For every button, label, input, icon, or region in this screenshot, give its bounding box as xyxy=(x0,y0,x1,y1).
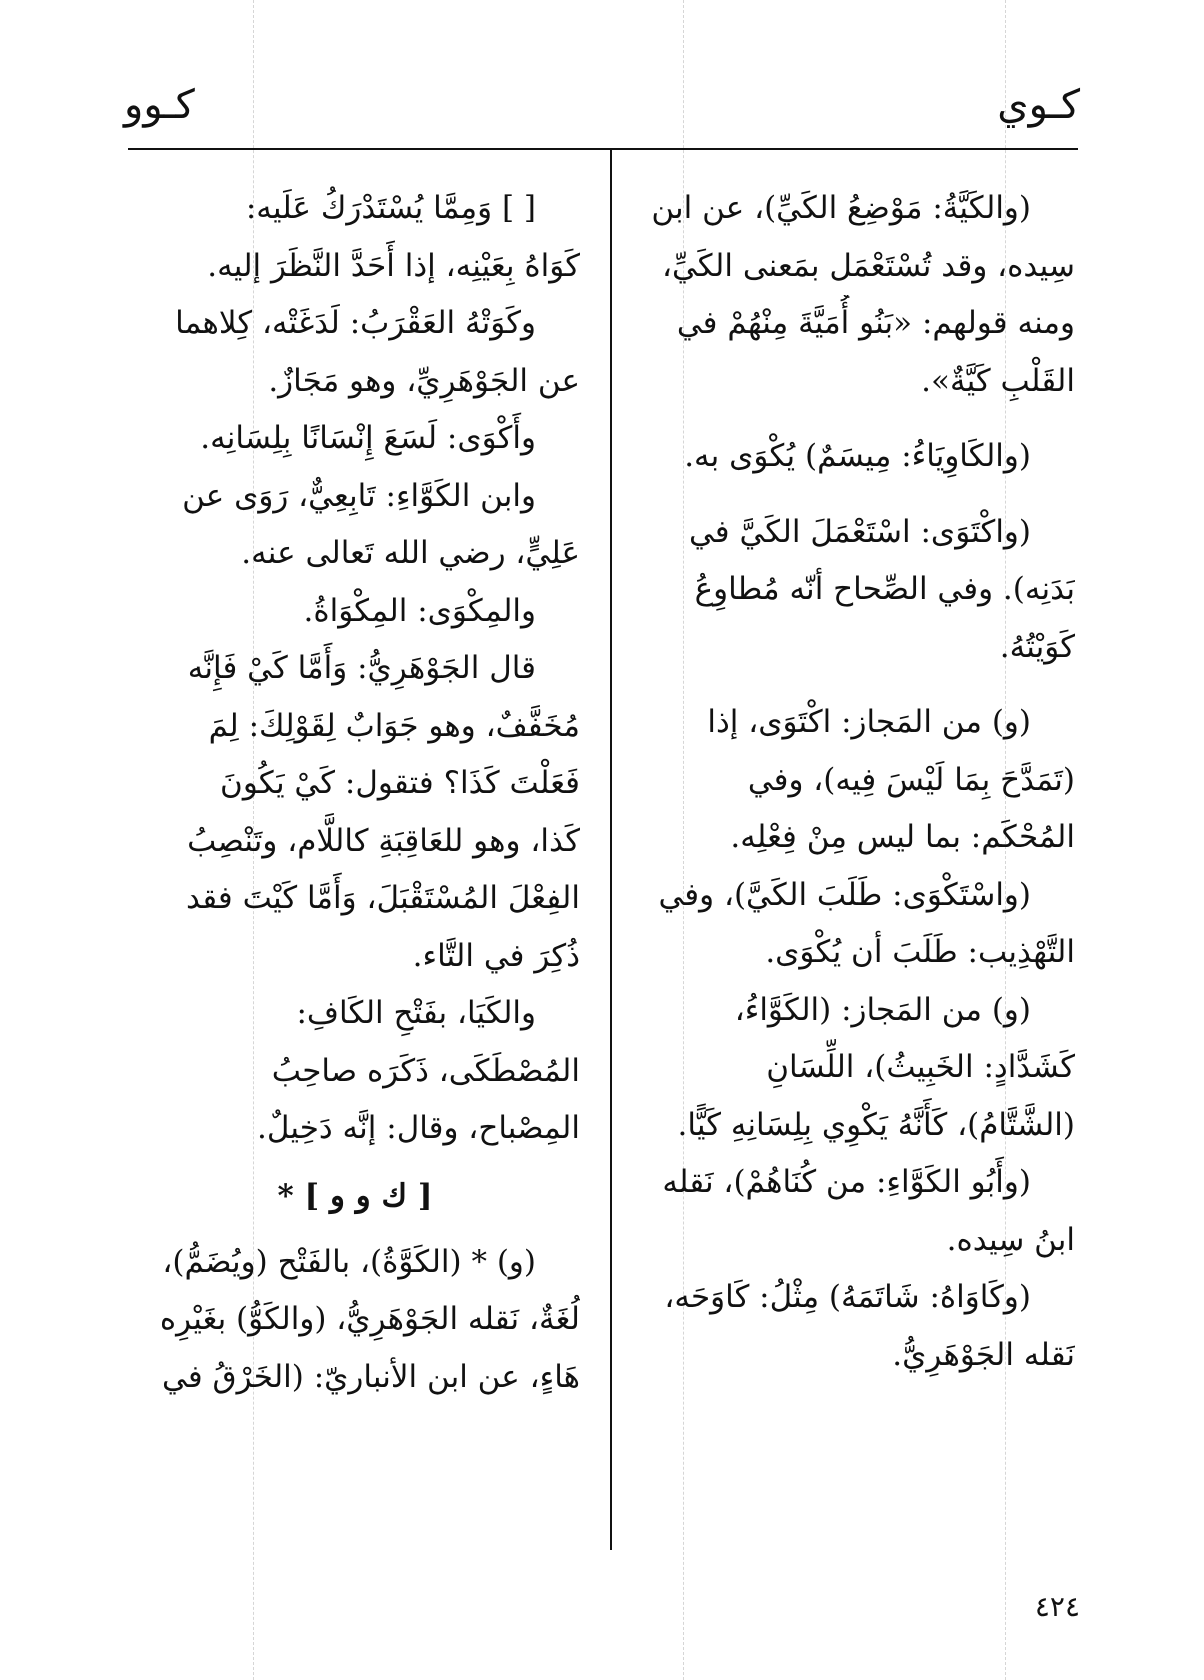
text-line: (واكْتَوَى: اسْتَعْمَلَ الكَيَّ في xyxy=(688,513,1031,550)
running-header-right: كـوي xyxy=(997,82,1080,128)
text-line: والكَيَا، بفَتْحِ الكَافِ: xyxy=(296,995,536,1031)
text-line: بَدَنِه). وفي الصِّحاح أنّه مُطاوِعُ xyxy=(694,571,1075,607)
text-line: هَاءٍ، عن ابن الأنباريّ: (الخَرْقُ في xyxy=(162,1358,580,1395)
text-line: ابنُ سِيده. xyxy=(946,1221,1075,1258)
text-line: (والكَيَّةُ: مَوْضِعُ الكَيِّ)، عن ابن xyxy=(651,190,1031,226)
header-rule xyxy=(128,148,1078,150)
text-line: لُغَةٌ، نَقله الجَوْهَرِيُّ، (والكَوُّ) بغَيْرِه xyxy=(159,1301,580,1337)
text-line: مُخَفَّفٌ، وهو جَوَابٌ لِقَوْلِكَ: لِمَ xyxy=(208,707,580,744)
text-line: (واسْتَكْوَى: طَلَبَ الكَيَّ)، وفي xyxy=(658,876,1031,913)
text-line: (وكَاوَاهُ: شَاتَمَهُ) مِثْلُ: كَاوَحَه، xyxy=(664,1279,1031,1315)
text-line: (تَمَدَّحَ بِمَا لَيْسَ فِيه)، وفي xyxy=(747,761,1075,798)
text-line: (و) * (الكَوَّةُ)، بالفَتْح (ويُضَمُّ)، xyxy=(162,1243,536,1280)
text-line: وأَكْوَى: لَسَعَ إِنْسَانًا بِلِسَانِه. xyxy=(200,420,536,456)
text-line: (و) من المَجاز: اكْتَوَى، إذا xyxy=(707,704,1031,740)
text-line: المُحْكَم: بما ليس مِنْ فِعْلِه. xyxy=(730,819,1075,855)
text-line: (و) من المَجاز: (الكَوَّاءُ، xyxy=(734,991,1031,1028)
entry-heading: [ ك و و ] * xyxy=(277,1177,433,1214)
text-line: (الشَّتَّامُ)، كَأَنَّهُ يَكْوِي بِلِسَانِهِ كَيًّا. xyxy=(677,1106,1075,1143)
text-line: ذُكِرَ في التَّاء. xyxy=(412,937,580,974)
text-line: عَلِيٍّ، رضي الله تَعالى عنه. xyxy=(241,535,580,571)
text-line: وكَوَتْهُ العَقْرَبُ: لَدَغَتْه، كِلاهما xyxy=(175,305,536,341)
page-number: ٤٢٤ xyxy=(1034,1590,1080,1623)
running-header-left: كـوو xyxy=(124,82,195,128)
right-column xyxy=(645,180,1075,1384)
text-line: (والكَاوِيَاءُ: مِيسَمٌ) يُكْوَى به. xyxy=(684,438,1031,474)
text-line: كَوَيْتُهُ. xyxy=(999,628,1075,665)
left-column xyxy=(130,180,580,1406)
text-line: (وأَبُو الكَوَّاءِ: من كُنَاهُمْ)، نَقله xyxy=(662,1164,1031,1200)
text-line: والمِكْوَى: المِكْوَاةُ. xyxy=(303,592,536,629)
text-line: كَوَاهُ بِعَيْنِه، إذا أَحَدَّ النَّظَرَ إليه. xyxy=(207,247,580,284)
text-line: نَقله الجَوْهَرِيُّ. xyxy=(892,1336,1075,1373)
text-line: التَّهْذِيب: طَلَبَ أن يُكْوَى. xyxy=(765,934,1075,970)
text-line: [ ] وَمِمَّا يُسْتَدْرَكُ عَلَيه: xyxy=(245,190,536,226)
text-line: قال الجَوْهَرِيُّ: وَأَمَّا كَيْ فَإِنَّه xyxy=(187,650,536,686)
column-divider xyxy=(610,150,612,1550)
text-line: القَلْبِ كَيَّةٌ». xyxy=(921,362,1075,399)
text-line: سِيده، وقد تُسْتَعْمَل بمَعنى الكَيِّ، xyxy=(661,247,1075,284)
text-line: المِصْباح، وقال: إنَّه دَخِيلٌ. xyxy=(257,1110,580,1146)
text-line: ومنه قولهم: «بَنُو أُمَيَّةَ مِنْهُمْ في xyxy=(676,305,1075,341)
text-line: الفِعْلَ المُسْتَقْبَلَ، وَأَمَّا كَيْتَ فقد xyxy=(185,880,580,916)
text-line: كَشَدَّادٍ: الخَبِيثُ)، اللِّسَانِ xyxy=(766,1049,1075,1085)
text-line: وابن الكَوَّاءِ: تَابِعِيٌّ، رَوَى عن xyxy=(182,477,536,514)
text-line: المُصْطَكَى، ذَكَرَه صاحِبُ xyxy=(271,1052,580,1089)
text-line: عن الجَوْهَرِيِّ، وهو مَجَازٌ. xyxy=(268,362,580,399)
text-line: كَذا، وهو للعَاقِبَةِ كاللَّام، وتَنْصِبُ xyxy=(187,822,580,859)
text-line: فَعَلْتَ كَذَا؟ فتقول: كَيْ يَكُونَ xyxy=(220,765,580,801)
